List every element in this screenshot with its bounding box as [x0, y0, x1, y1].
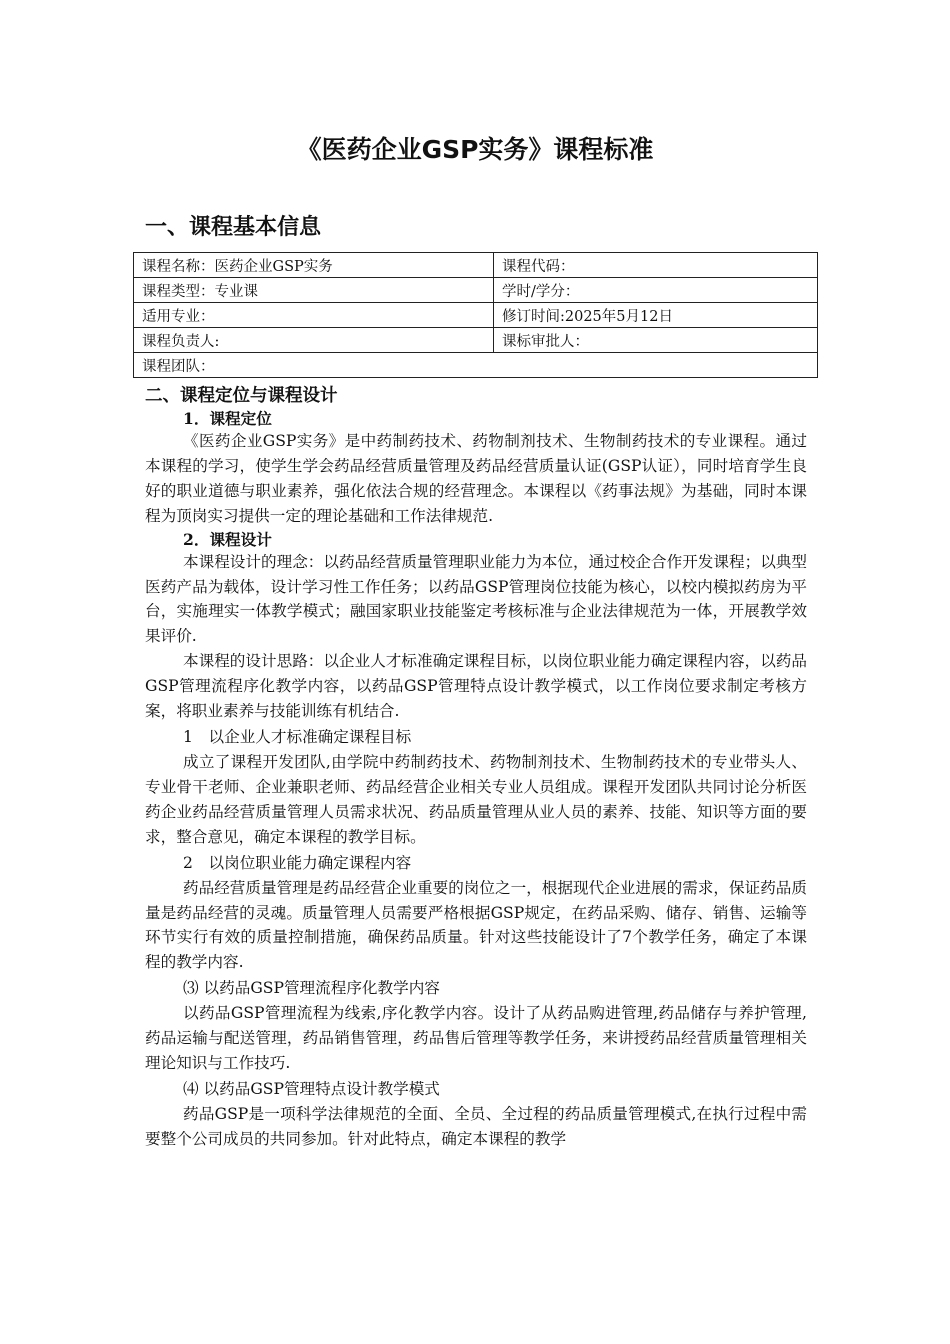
- item-heading: ⑷ 以药品GSP管理特点设计教学模式: [183, 1079, 440, 1098]
- paragraph: 药品经营质量管理是药品经营企业重要的岗位之一，根据现代企业进展的需求，保证药品质量是药品经营的灵魂。质量管理人员需要严格根据GSP规定，在药品采购、储存、销售、运输等环节实行有效的质量控制措施，确保药品质量。针对这些技能设计了7个教学任务，确定了本课程的教学内容.: [145, 878, 807, 972]
- table-cell: 课程类型：专业课: [134, 278, 494, 303]
- table-cell: 课标审批人：: [494, 328, 818, 353]
- table-cell: 课程名称：医药企业GSP实务: [134, 253, 494, 278]
- course-info-table: [133, 252, 818, 378]
- document-body: [145, 384, 807, 1152]
- paragraph: 以药品GSP管理流程为线索,序化教学内容。设计了从药品购进管理,药品储存与养护管理,药品运输与配送管理，药品销售管理，药品售后管理等教学任务，来讲授药品经营质量管理相关理论知识与工作技巧.: [145, 1004, 807, 1073]
- paragraph: 本课程设计的理念：以药品经营质量管理职业能力为本位，通过校企合作开发课程；以典型医药产品为载体，设计学习性工作任务；以药品GSP管理岗位技能为核心，以校内模拟药房为平台，实施理实一体教学模式；融国家职业技能鉴定考核标准与企业法律规范为一体，开展教学效果评价.: [145, 552, 807, 646]
- table-cell: 学时/学分：: [494, 278, 818, 303]
- section-heading-positioning: 二、课程定位与课程设计: [145, 386, 338, 406]
- paragraph: 药品GSP是一项科学法律规范的全面、全员、全过程的药品质量管理模式,在执行过程中需要整个公司成员的共同参加。针对此特点，确定本课程的教学: [145, 1104, 807, 1148]
- table-cell: 修订时间:2025年5月12日: [494, 303, 818, 328]
- table-cell: 课程团队：: [134, 353, 818, 378]
- item-heading: 1 以企业人才标准确定课程目标: [183, 727, 412, 746]
- paragraph: 本课程的设计思路：以企业人才标准确定课程目标，以岗位职业能力确定课程内容，以药品GSP管理流程序化教学内容，以药品GSP管理特点设计教学模式，以工作岗位要求制定考核方案，将职业素养与技能训练有机结合.: [145, 652, 807, 721]
- table-cell: 课程代码：: [494, 253, 818, 278]
- table-cell: 适用专业：: [134, 303, 494, 328]
- subsection-heading-design: 2．课程设计: [183, 529, 272, 549]
- table-row: [134, 278, 818, 303]
- table-row: [134, 328, 818, 353]
- item-heading: ⑶ 以药品GSP管理流程序化教学内容: [183, 979, 440, 998]
- paragraph: 成立了课程开发团队,由学院中药制药技术、药物制剂技术、生物制药技术的专业带头人、专业骨干老师、企业兼职老师、药品经营企业相关专业人员组成。课程开发团队共同讨论分析医药企业药品经营质量管理人员需求状况、药品质量管理从业人员的素养、技能、知识等方面的要求，整合意见，确定本课程的教学目标。: [145, 752, 807, 846]
- table-row: [134, 303, 818, 328]
- subsection-heading-positioning: 1．课程定位: [183, 409, 272, 428]
- table-row: [134, 353, 818, 378]
- item-heading: 2 以岗位职业能力确定课程内容: [183, 853, 412, 872]
- document-title: 《医药企业GSP实务》课程标准: [296, 135, 654, 164]
- table-row: [134, 253, 818, 278]
- section-heading-basic-info: 一、课程基本信息: [145, 215, 322, 240]
- paragraph: 《医药企业GSP实务》是中药制药技术、药物制剂技术、生物制药技术的专业课程。通过本课程的学习，使学生学会药品经营质量管理及药品经营质量认证(GSP认证），同时培育学生良好的职业道德与职业素养，强化依法合规的经营理念。本课程以《药事法规》为基础，同时本课程为顶岗实习提供一定的理论基础和工作法律规范.: [145, 432, 807, 525]
- table-cell: 课程负责人:: [134, 328, 494, 353]
